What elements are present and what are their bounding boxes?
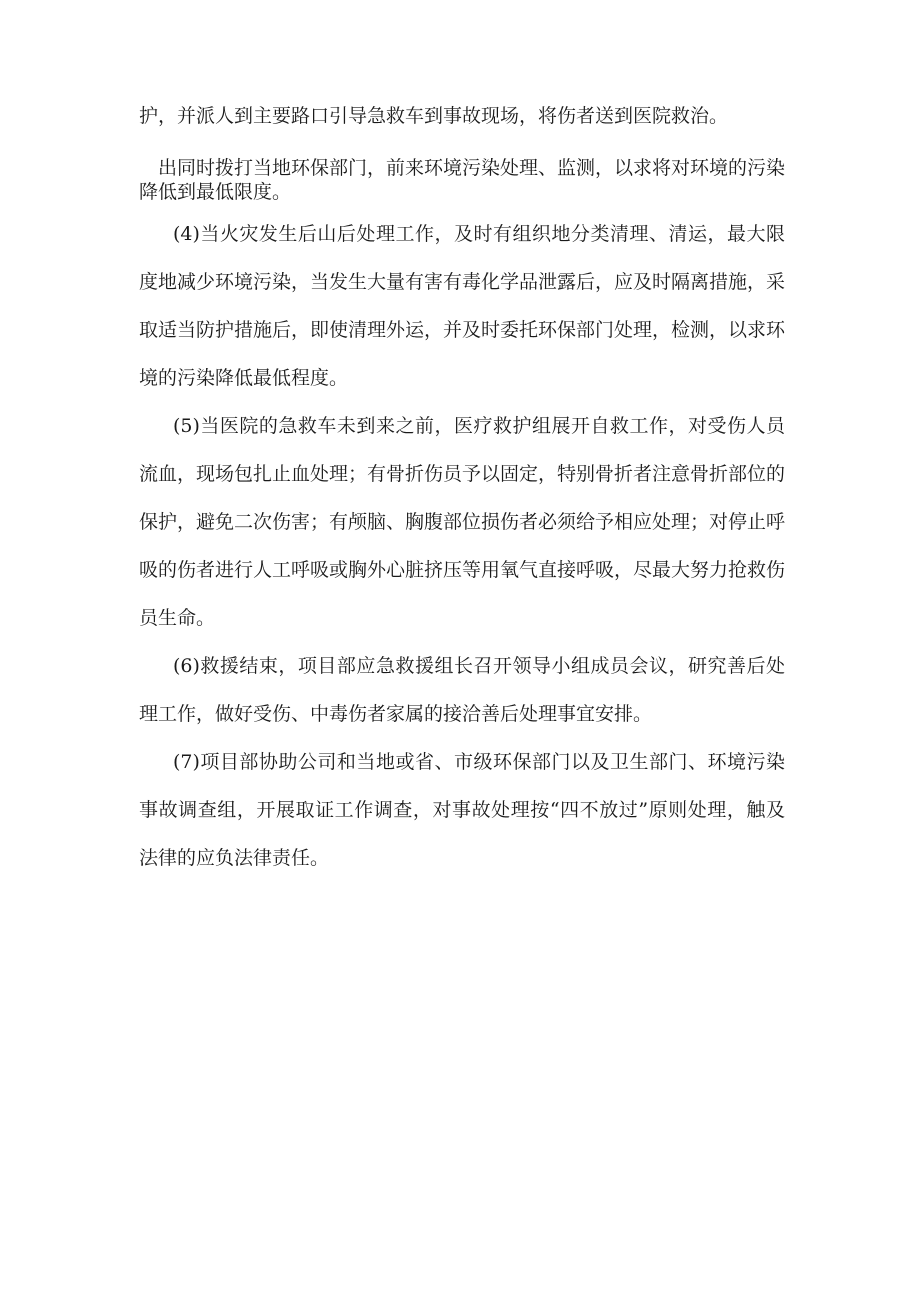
- paragraph-environment-notice: 出同时拨打当地环保部门，前来环境污染处理、监测，以求将对环境的污染降低到最低限度。: [139, 157, 786, 203]
- paragraph-item-5: (5)当医院的急救车未到来之前，医疗救护组展开自救工作，对受伤人员流血，现场包扎止血处理；有骨折伤员予以固定，特别骨折者注意骨折部位的保护，避免二次伤害；有颅脑、胸腹部位损伤者必须给予相应处理；对停止呼吸的伤者进行人工呼吸或胸外心脏挤压等用氧气直接呼吸，尽最大努力抢救伤员生命。: [139, 415, 786, 629]
- document-body: [139, 92, 785, 882]
- paragraph-continuation: 护，并派人到主要路口引导急救车到事故现场，将伤者送到医院救治。: [139, 105, 729, 127]
- paragraph-item-7: (7)项目部协助公司和当地或省、市级环保部门以及卫生部门、环境污染事故调查组，开展取证工作调查，对事故处理按“四不放过”原则处理，触及法律的应负法律责任。: [139, 751, 785, 869]
- paragraph-item-6: (6)救援结束，项目部应急救援组长召开领导小组成员会议，研究善后处理工作，做好受伤、中毒伤者家属的接洽善后处理事宜安排。: [139, 655, 785, 725]
- paragraph-item-4: (4)当火灾发生后山后处理工作，及时有组织地分类清理、清运，最大限度地减少环境污染，当发生大量有害有毒化学品泄露后，应及时隔离措施，采取适当防护措施后，即使清理外运，并及时委托环保部门处理，检测，以求环境的污染降低最低程度。: [139, 223, 786, 389]
